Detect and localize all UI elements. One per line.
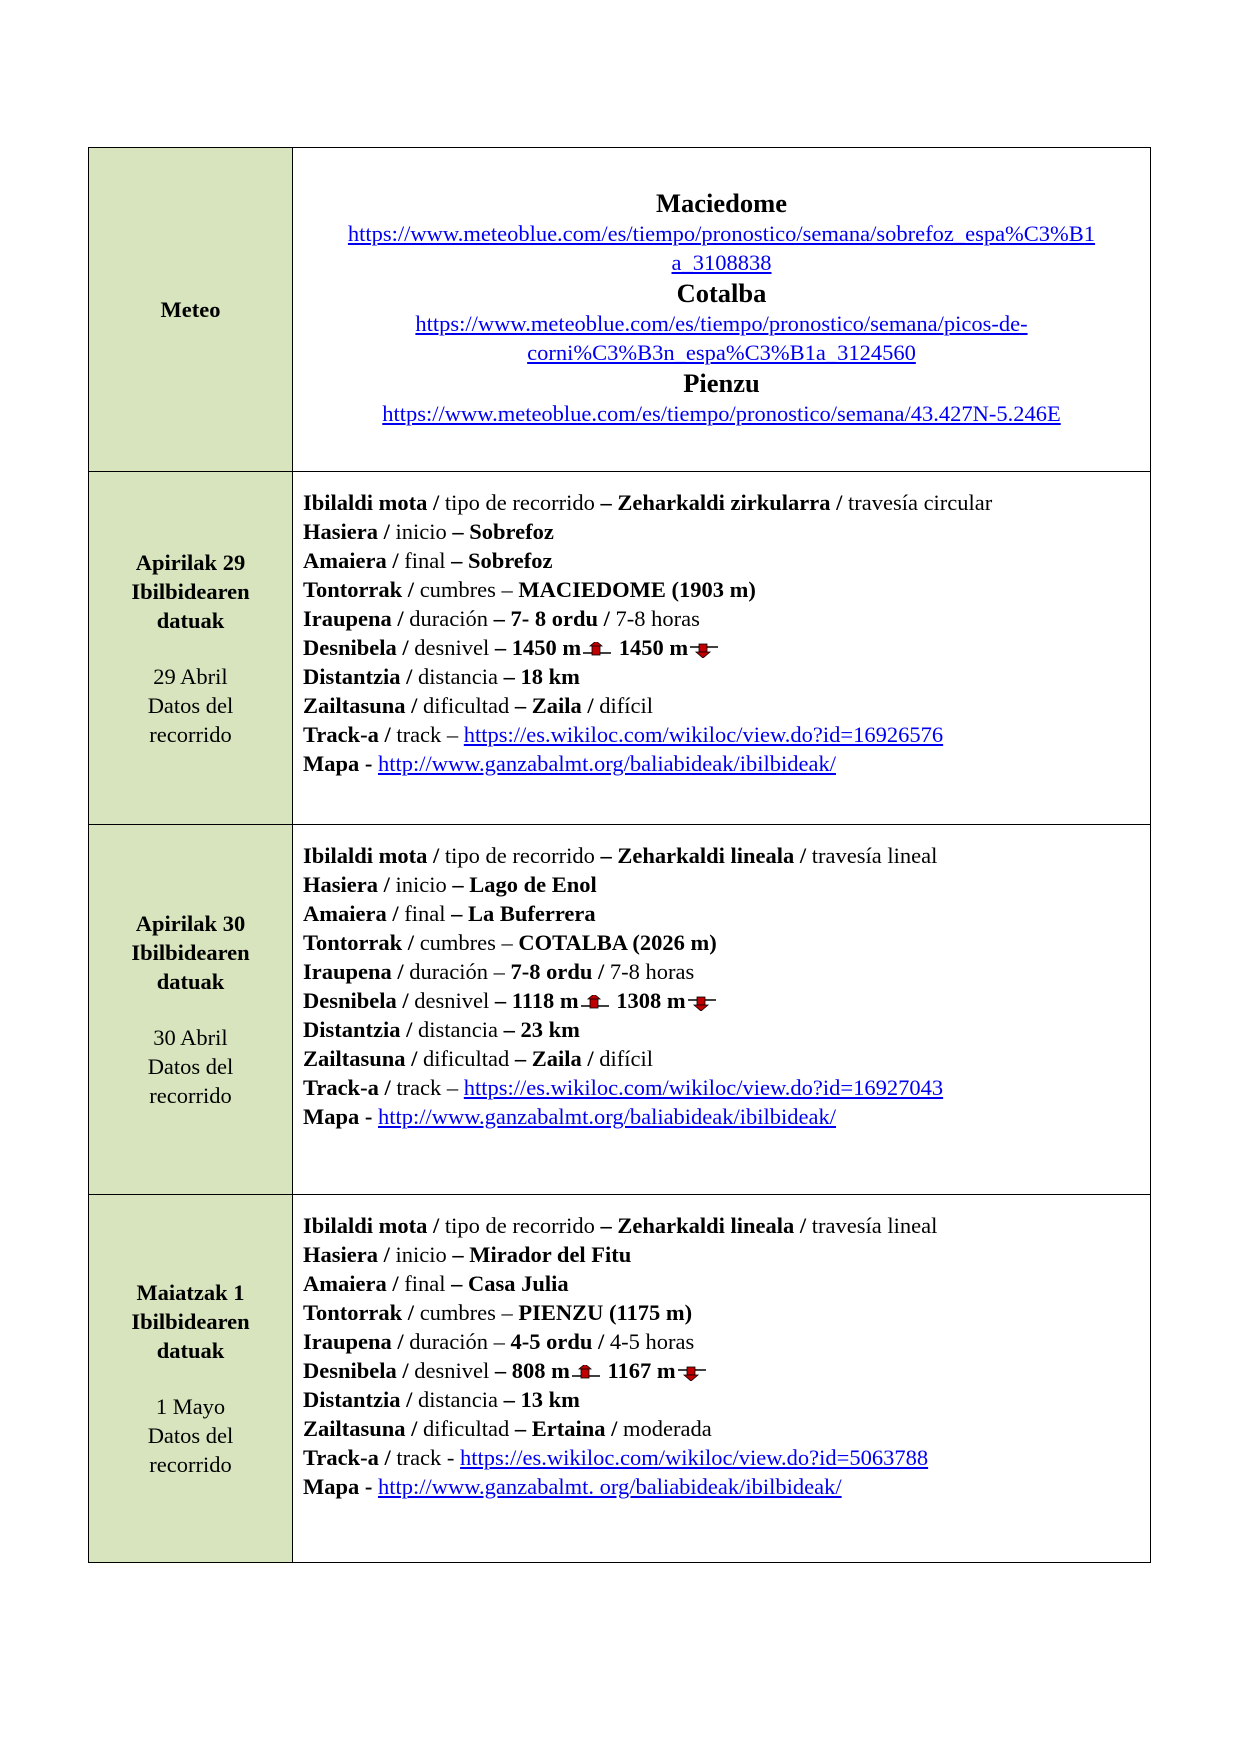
- route-text: – Sobrefoz: [451, 548, 553, 573]
- route-start-line: [303, 870, 1140, 899]
- route-text: Amaiera /: [303, 548, 399, 573]
- route-text: Desnibela /: [303, 988, 409, 1013]
- route-text: track -: [390, 1445, 461, 1470]
- route-text: duración –: [403, 959, 511, 984]
- route-text: distancia: [412, 1387, 504, 1412]
- meteo-place-cotalba: [303, 277, 1140, 367]
- route-text: – 23 km: [503, 1017, 580, 1042]
- route-distance-line: [303, 662, 1140, 691]
- route-text: difícil: [593, 693, 654, 718]
- route-text: track –: [390, 1075, 464, 1100]
- route-text: difícil: [593, 1046, 654, 1071]
- route-text: – 18 km: [503, 664, 580, 689]
- day-label-eu: Ibilbidearen: [131, 578, 250, 604]
- route-text: desnivel: [408, 635, 495, 660]
- meteo-link[interactable]: [303, 309, 1140, 367]
- route-text: inicio: [389, 872, 453, 897]
- day-label-eu: datuak: [156, 1338, 225, 1363]
- route-text: – Zeharkaldi zirkularra /: [600, 490, 843, 515]
- meteo-label: Meteo: [160, 297, 221, 322]
- route-text: – Sobrefoz: [452, 519, 554, 544]
- meteo-links-cell: [293, 148, 1151, 472]
- route-track-line: [303, 720, 1140, 749]
- route-text: tipo de recorrido: [439, 1213, 601, 1238]
- route-start-line: [303, 1240, 1140, 1269]
- route-text: dificultad: [417, 1046, 515, 1071]
- route-text: Ibilaldi mota /: [303, 843, 440, 868]
- map-link[interactable]: http://www.ganzabalmt. org/baliabideak/ibilbideak/: [378, 1474, 842, 1499]
- day-label-eu: Apirilak 29: [135, 549, 246, 575]
- meteo-link-line1: https://www.meteoblue.com/es/tiempo/pronostico/semana/43.427N-5.246E: [382, 401, 1061, 426]
- day-label-eu: Ibilbidearen: [131, 1309, 250, 1334]
- meteo-row: [89, 148, 1151, 472]
- route-text: – Zaila /: [514, 1046, 594, 1071]
- route-difficulty-line: [303, 691, 1140, 720]
- route-text: Track-a /: [303, 1445, 391, 1470]
- route-text: 7-8 ordu /: [510, 959, 605, 984]
- day-label-es: recorrido: [149, 1083, 232, 1108]
- route-elevation-line: [303, 986, 1140, 1015]
- day-label-eu: Ibilbidearen: [131, 940, 250, 965]
- meteo-link[interactable]: [303, 219, 1140, 277]
- route-text: inicio: [389, 519, 453, 544]
- up-arrow-icon: [583, 642, 611, 658]
- route-text: Hasiera /: [303, 872, 390, 897]
- day-label-cell: [89, 825, 293, 1195]
- down-arrow-icon: [688, 995, 716, 1011]
- route-text: dificultad: [417, 1416, 515, 1441]
- route-distance-line: [303, 1385, 1140, 1414]
- route-text: – 1450 m: [494, 635, 582, 660]
- route-text: 4-5 ordu /: [510, 1329, 605, 1354]
- day-label-es: 1 Mayo: [155, 1394, 226, 1419]
- route-summit-line: [303, 575, 1140, 604]
- route-text: Tontorrak /: [303, 577, 415, 602]
- route-text: COTALBA (2026 m): [518, 930, 717, 955]
- route-text: tipo de recorrido: [439, 490, 601, 515]
- route-text: 4-5 horas: [604, 1329, 695, 1354]
- route-text: 1450 m: [618, 635, 689, 660]
- route-text: tipo de recorrido: [439, 843, 601, 868]
- day-label-es: 29 Abril: [153, 663, 228, 689]
- route-end-line: [303, 546, 1140, 575]
- route-text: travesía lineal: [806, 1213, 938, 1238]
- itinerary-table: [88, 147, 1151, 1563]
- day-row-2: [89, 825, 1151, 1195]
- route-text: travesía circular: [842, 490, 993, 515]
- route-map-line: [303, 1472, 1140, 1501]
- route-text: cumbres –: [414, 1300, 519, 1325]
- route-text: Distantzia /: [303, 1387, 413, 1412]
- route-text: final: [398, 548, 452, 573]
- route-text: 7-8 horas: [609, 606, 700, 631]
- route-details-cell: [293, 472, 1151, 825]
- route-text: 1308 m: [616, 988, 686, 1013]
- day-label-eu: datuak: [156, 969, 225, 994]
- track-link[interactable]: https://es.wikiloc.com/wikiloc/view.do?id=5063788: [460, 1445, 929, 1470]
- route-text: desnivel: [408, 1358, 495, 1383]
- route-details-cell: [293, 825, 1151, 1195]
- route-text: distancia: [412, 664, 504, 689]
- day-label-es: Datos del: [147, 1054, 234, 1079]
- route-text: Mapa -: [303, 751, 378, 776]
- route-text: Amaiera /: [303, 1271, 399, 1296]
- route-text: Hasiera /: [303, 519, 390, 544]
- route-text: Mapa -: [303, 1474, 378, 1499]
- day-label-eu: datuak: [156, 607, 225, 633]
- day-label-es: Datos del: [147, 1423, 234, 1448]
- day-label-eu: Apirilak 30: [135, 911, 246, 936]
- route-duration-line: [303, 1327, 1140, 1356]
- route-text: moderada: [617, 1416, 712, 1441]
- route-text: Amaiera /: [303, 901, 399, 926]
- route-text: Desnibela /: [303, 1358, 409, 1383]
- meteo-link-line2: a_3108838: [671, 250, 772, 275]
- day-label-eu: Maiatzak 1: [136, 1280, 245, 1305]
- route-text: – 1118 m: [494, 988, 579, 1013]
- day-label-es: Datos del: [147, 692, 234, 718]
- route-map-line: [303, 749, 1140, 778]
- route-text: Distantzia /: [303, 664, 413, 689]
- route-text: Iraupena /: [303, 606, 404, 631]
- route-text: – Ertaina /: [514, 1416, 618, 1441]
- route-text: dificultad: [417, 693, 515, 718]
- route-text: Track-a /: [303, 1075, 391, 1100]
- route-text: 1167 m: [607, 1358, 676, 1383]
- route-text: – Lago de Enol: [452, 872, 597, 897]
- route-map-line: [303, 1102, 1140, 1131]
- route-duration-line: [303, 957, 1140, 986]
- day-label-cell: [89, 472, 293, 825]
- day-label-es: 30 Abril: [153, 1025, 228, 1050]
- route-text: Zailtasuna /: [303, 1416, 418, 1441]
- route-difficulty-line: [303, 1414, 1140, 1443]
- down-arrow-icon: [690, 642, 718, 658]
- route-text: MACIEDOME (1903 m): [518, 577, 756, 602]
- map-link[interactable]: http://www.ganzabalmt.org/baliabideak/ibilbideak/: [378, 751, 837, 776]
- route-text: cumbres –: [414, 577, 519, 602]
- route-distance-line: [303, 1015, 1140, 1044]
- route-summit-line: [303, 1298, 1140, 1327]
- route-elevation-line: [303, 1356, 1140, 1385]
- place-name: Maciedome: [656, 188, 787, 218]
- route-text: – Zaila /: [514, 693, 594, 718]
- meteo-link-line2: corni%C3%B3n_espa%C3%B1a_3124560: [527, 340, 916, 365]
- route-text: desnivel: [408, 988, 495, 1013]
- track-link[interactable]: https://es.wikiloc.com/wikiloc/view.do?id=16927043: [463, 1075, 944, 1100]
- place-name: Cotalba: [676, 278, 767, 308]
- route-summit-line: [303, 928, 1140, 957]
- meteo-label-cell: [89, 148, 293, 472]
- route-text: Tontorrak /: [303, 930, 415, 955]
- route-elevation-line: [303, 633, 1140, 662]
- route-text: final: [398, 1271, 452, 1296]
- route-text: – La Buferrera: [451, 901, 596, 926]
- route-text: travesía lineal: [806, 843, 938, 868]
- down-arrow-icon: [678, 1365, 706, 1381]
- route-text: – 808 m: [494, 1358, 570, 1383]
- track-link[interactable]: https://es.wikiloc.com/wikiloc/view.do?id=16926576: [463, 722, 944, 747]
- place-name: Pienzu: [683, 368, 760, 398]
- day-label-cell: [89, 1195, 293, 1563]
- route-text: Desnibela /: [303, 635, 409, 660]
- route-text: Zailtasuna /: [303, 693, 418, 718]
- route-text: Ibilaldi mota /: [303, 490, 440, 515]
- route-text: duración –: [403, 1329, 511, 1354]
- route-text: inicio: [389, 1242, 453, 1267]
- route-track-line: [303, 1073, 1140, 1102]
- route-text: distancia: [412, 1017, 504, 1042]
- map-link[interactable]: http://www.ganzabalmt.org/baliabideak/ibilbideak/: [378, 1104, 837, 1129]
- route-text: final: [398, 901, 452, 926]
- route-text: 7-8 horas: [604, 959, 695, 984]
- day-row-3: [89, 1195, 1151, 1563]
- route-text: PIENZU (1175 m): [518, 1300, 693, 1325]
- route-text: – Zeharkaldi lineala /: [600, 843, 807, 868]
- route-track-line: [303, 1443, 1140, 1472]
- route-text: Track-a /: [303, 722, 391, 747]
- day-label-es: recorrido: [149, 721, 232, 747]
- meteo-link[interactable]: [303, 399, 1140, 428]
- route-text: duración: [403, 606, 494, 631]
- route-text: – Casa Julia: [451, 1271, 569, 1296]
- route-text: Iraupena /: [303, 959, 404, 984]
- meteo-place-maciedome: [303, 187, 1140, 277]
- route-difficulty-line: [303, 1044, 1140, 1073]
- route-text: – 13 km: [503, 1387, 580, 1412]
- route-text: Distantzia /: [303, 1017, 413, 1042]
- meteo-place-pienzu: [303, 367, 1140, 428]
- route-end-line: [303, 899, 1140, 928]
- route-end-line: [303, 1269, 1140, 1298]
- meteo-link-line1: https://www.meteoblue.com/es/tiempo/pronostico/semana/sobrefoz_espa%C3%B1: [347, 221, 1096, 246]
- meteo-link-line1: https://www.meteoblue.com/es/tiempo/pronostico/semana/picos-de-: [415, 311, 1028, 336]
- day-label-es: recorrido: [149, 1452, 232, 1477]
- route-text: – Mirador del Fitu: [452, 1242, 632, 1267]
- route-duration-line: [303, 604, 1140, 633]
- route-details-cell: [293, 1195, 1151, 1563]
- route-text: Zailtasuna /: [303, 1046, 418, 1071]
- route-text: Iraupena /: [303, 1329, 404, 1354]
- route-text: – 7- 8 ordu /: [493, 606, 610, 631]
- route-type-line: [303, 488, 1140, 517]
- up-arrow-icon: [581, 995, 609, 1011]
- route-text: track –: [390, 722, 464, 747]
- route-text: cumbres –: [414, 930, 519, 955]
- route-type-line: [303, 841, 1140, 870]
- route-start-line: [303, 517, 1140, 546]
- up-arrow-icon: [572, 1365, 600, 1381]
- route-text: – Zeharkaldi lineala /: [600, 1213, 807, 1238]
- route-text: Tontorrak /: [303, 1300, 415, 1325]
- route-text: Ibilaldi mota /: [303, 1213, 440, 1238]
- route-text: Mapa -: [303, 1104, 378, 1129]
- route-text: Hasiera /: [303, 1242, 390, 1267]
- day-row-1: [89, 472, 1151, 825]
- route-type-line: [303, 1211, 1140, 1240]
